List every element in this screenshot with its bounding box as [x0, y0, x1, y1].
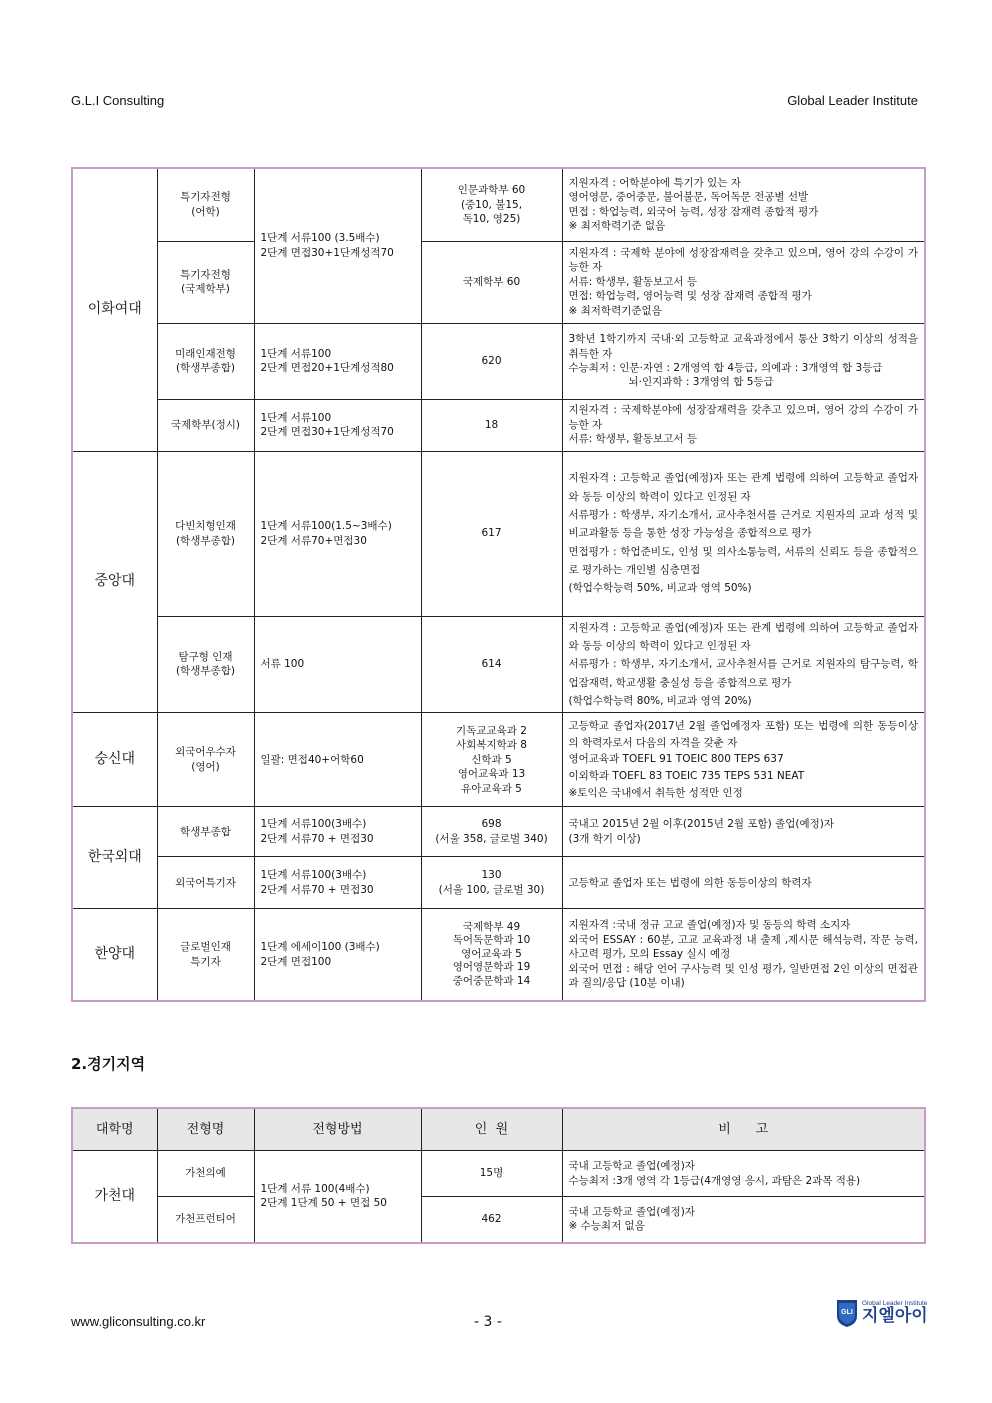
column-header-notes: 비 고	[562, 1108, 925, 1151]
column-header-count: 인 원	[421, 1108, 562, 1151]
remarks: 국내 고등학교 졸업(예정)자 수능최저 :3개 영역 각 1등급(4개영영 응시, 과탐은 2과목 적용)	[562, 1151, 925, 1197]
quota: 국제학부 49 독어독문학과 10 영어교육과 5 영어영문학과 19 중어중문학과 14	[421, 909, 562, 1001]
quota: 698 (서울 358, 글로벌 340)	[421, 807, 562, 857]
column-header-type: 전형명	[157, 1108, 254, 1151]
remarks: 3학년 1학기까지 국내·외 고등학교 교육과정에서 통산 3학기 이상의 성적을 취득한 자 수능최저 : 인문·자연 : 2개영역 합 4등급, 의예과 : 3개영역 합 3등급 뇌·인지과학 : 3개영역 합 5등급	[562, 323, 925, 399]
table-row	[72, 168, 925, 241]
admission-method: 1단계 서류100(3배수) 2단계 서류70 + 면접30	[254, 857, 421, 909]
admission-method: 일괄: 면접40+어학60	[254, 713, 421, 807]
admission-type: 다빈치형인재 (학생부종합)	[157, 451, 254, 616]
table-row	[72, 713, 925, 807]
university-name: 가천대	[72, 1151, 157, 1243]
table-row	[72, 807, 925, 857]
admission-method: 1단계 서류 100(4배수) 2단계 1단계 50 + 면접 50	[254, 1151, 421, 1243]
admission-type: 미래인재전형 (학생부종합)	[157, 323, 254, 399]
remarks: 지원자격 : 고등학교 졸업(예정)자 또는 관계 법령에 의하여 고등학교 졸업자와 동등 이상의 학력이 있다고 인정된 자 서류평가 : 학생부, 자기소개서, 교사추천서를 근거로 지원자의 탐구능력, 학업잠재력, 학교생활 충실성 등을 종합적으로 평가 (학업수학능력 80%, 비교과 영역 20%)	[562, 616, 925, 713]
university-name: 한국외대	[72, 807, 157, 909]
admission-method: 1단계 서류100 2단계 면접20+1단계성적80	[254, 323, 421, 399]
remarks: 지원자격 : 국제학 분야에 성장잠재력을 갖추고 있으며, 영어 강의 수강이 가능한 자 서류: 학생부, 활동보고서 등 면접: 학업능력, 영어능력 및 성장 잠재력 종합적 평가 ※ 최저학력기준없음	[562, 241, 925, 323]
admission-method: 1단계 서류100(1.5~3배수) 2단계 서류70+면접30	[254, 451, 421, 616]
table-row	[72, 451, 925, 616]
table-row	[72, 1151, 925, 1197]
remarks: 고등학교 졸업자 또는 법령에 의한 동등이상의 학력자	[562, 857, 925, 909]
svg-text:GLI: GLI	[841, 1309, 853, 1316]
remarks: 국내 고등학교 졸업(예정)자 ※ 수능최저 없음	[562, 1197, 925, 1243]
university-name: 한양대	[72, 909, 157, 1001]
admission-type: 외국어특기자	[157, 857, 254, 909]
logo-subtitle: Global Leader Institute	[862, 1300, 928, 1308]
remarks: 지원자격 : 국제학분야에 성장잠재력을 갖추고 있으며, 영어 강의 수강이 가능한 자 서류: 학생부, 활동보고서 등	[562, 399, 925, 451]
shield-icon	[836, 1298, 858, 1328]
admission-type: 특기자전형 (국제학부)	[157, 241, 254, 323]
admission-method: 1단계 서류100 2단계 면접30+1단계성적70	[254, 399, 421, 451]
table-row	[72, 909, 925, 1001]
remarks: 지원자격 : 고등학교 졸업(예정)자 또는 관계 법령에 의하여 고등학교 졸업자와 동등 이상의 학력이 있다고 인정된 자 서류평가 : 학생부, 자기소개서, 교사추천서를 근거로 지원자의 교과 성적 및 비교과활동 등을 통한 성장 가능성을 종합적으로 평가 면접평가 : 학업준비도, 인성 및 의사소통능력, 서류의 신뢰도 등을 종합적으로 평가하는 개인별 심층면접 (학업수학능력 50%, 비교과 영역 50%)	[562, 451, 925, 616]
remarks: 고등학교 졸업자(2017년 2월 졸업예정자 포함) 또는 법령에 의한 동등이상의 학력자로서 다음의 자격을 갖춘 자 영어교육과 TOEFL 91 TOEIC 800 TEPS 637 이외학과 TOEFL 83 TOEIC 735 TEPS 531 NEAT ※토익은 국내에서 취득한 성적만 인정	[562, 713, 925, 807]
university-name: 중앙대	[72, 451, 157, 713]
quota: 462	[421, 1197, 562, 1243]
university-name: 이화여대	[72, 168, 157, 451]
column-header-method: 전형방법	[254, 1108, 421, 1151]
table-row	[72, 1197, 925, 1243]
university-name: 숭신대	[72, 713, 157, 807]
quota: 국제학부 60	[421, 241, 562, 323]
remarks: 지원자격 :국내 정규 고교 졸업(예정)자 및 동등의 학력 소지자 외국어 ESSAY : 60분, 고교 교육과정 내 출제 ,제시문 해석능력, 작문 능력, 사고력 평가, 모의 Essay 실시 예정 외국어 면접 : 해당 언어 구사능력 및 인성 평가, 일반면접 2인 이상의 면접관과 질의/응답 (10분 이내)	[562, 909, 925, 1001]
admission-method: 1단계 서류100 (3.5배수) 2단계 면접30+1단계성적70	[254, 168, 421, 323]
quota: 620	[421, 323, 562, 399]
quota: 15명	[421, 1151, 562, 1197]
table-row	[72, 616, 925, 713]
admissions-table-gyeonggi	[71, 1107, 926, 1244]
admission-method: 1단계 에세이100 (3배수) 2단계 면접100	[254, 909, 421, 1001]
section-title: 2.경기지역	[71, 1055, 146, 1073]
column-header-univ: 대학명	[72, 1108, 157, 1151]
logo-title: 지엘아이	[862, 1305, 928, 1326]
table-row	[72, 857, 925, 909]
quota: 617	[421, 451, 562, 616]
admission-type: 가천의예	[157, 1151, 254, 1197]
table-row	[72, 241, 925, 323]
remarks: 지원자격 : 어학분야에 특기가 있는 자 영어영문, 중어중문, 불어불문, 독어독문 전공별 선발 면접 : 학업능력, 외국어 능력, 성장 잠재력 종합적 평가 ※ 최저학력기준 없음	[562, 168, 925, 241]
quota: 130 (서울 100, 글로벌 30)	[421, 857, 562, 909]
quota: 18	[421, 399, 562, 451]
table-row	[72, 323, 925, 399]
page-number: - 3 -	[474, 1314, 502, 1330]
company-logo	[836, 1298, 928, 1328]
admission-method: 1단계 서류100(3배수) 2단계 서류70 + 면접30	[254, 807, 421, 857]
footer-url[interactable]: www.gliconsulting.co.kr	[71, 1314, 206, 1329]
header-right: Global Leader Institute	[787, 93, 918, 108]
quota: 인문과학부 60 (중10, 불15, 독10, 영25)	[421, 168, 562, 241]
admission-type: 탐구형 인재 (학생부종합)	[157, 616, 254, 713]
admission-type: 국제학부(정시)	[157, 399, 254, 451]
remarks: 국내고 2015년 2월 이후(2015년 2월 포함) 졸업(예정)자 (3개 학기 이상)	[562, 807, 925, 857]
admission-type: 외국어우수자 (영어)	[157, 713, 254, 807]
header-left: G.L.I Consulting	[71, 93, 165, 108]
admission-type: 가천프런티어	[157, 1197, 254, 1243]
quota: 기독교교육과 2 사회복지학과 8 신학과 5 영어교육과 13 유아교육과 5	[421, 713, 562, 807]
admission-type: 글로벌인재 특기자	[157, 909, 254, 1001]
admission-type: 특기자전형 (어학)	[157, 168, 254, 241]
admissions-table-seoul	[71, 167, 926, 1002]
table-row	[72, 399, 925, 451]
table-header-row	[72, 1108, 925, 1151]
admission-method: 서류 100	[254, 616, 421, 713]
admission-type: 학생부종합	[157, 807, 254, 857]
quota: 614	[421, 616, 562, 713]
